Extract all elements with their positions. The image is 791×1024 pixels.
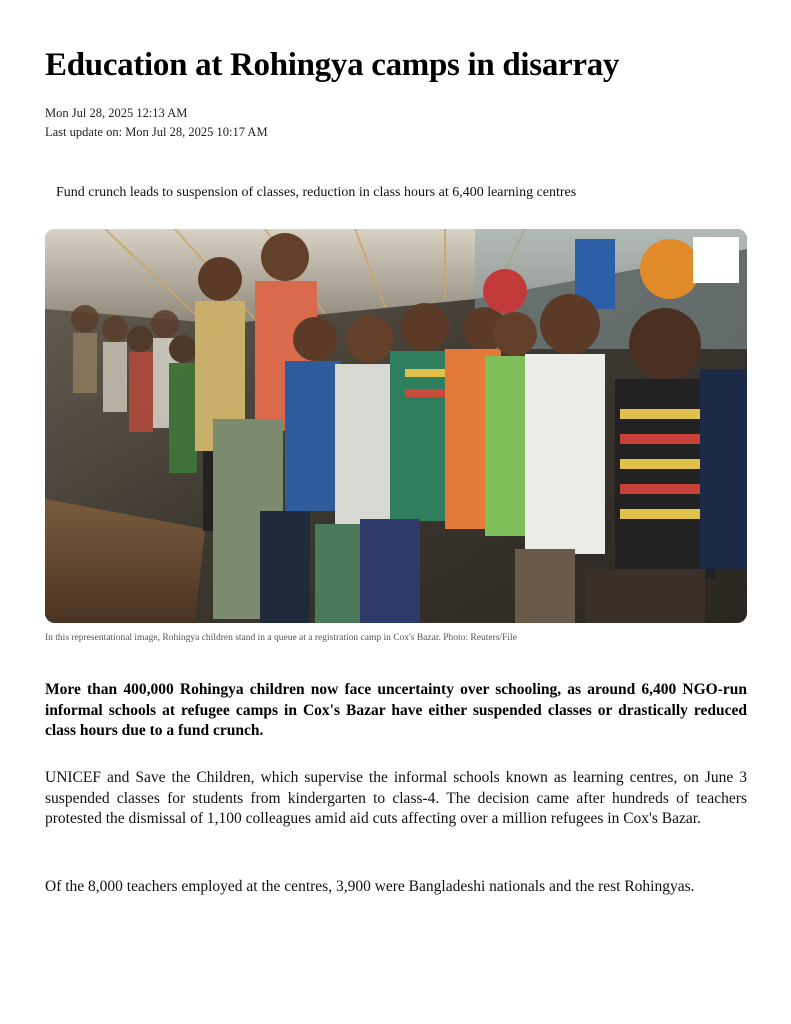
article-summary: Fund crunch leads to suspension of classes, reduction in class hours at 6,400 learning centres (56, 185, 577, 200)
updated-date: Last update on: Mon Jul 28, 2025 10:17 AM (45, 125, 268, 139)
article-photo (45, 229, 747, 623)
photo-image (45, 229, 747, 623)
article-meta (45, 104, 268, 142)
body-paragraph-1: UNICEF and Save the Children, which supervise the informal schools known as learning centres, on June 3 suspended classes for students from kindergarten to class-4. The decision came after hundreds of teachers protested the dismissal of 1,100 colleagues amid aid cuts affecting over a million refugees in Cox's Bazar. (45, 769, 747, 827)
headline: Education at Rohingya camps in disarray (45, 47, 620, 83)
lead-paragraph: More than 400,000 Rohingya children now face uncertainty over schooling, as around 6,400 NGO-run informal schools at refugee camps in Cox's Bazar have either suspended classes or drastically reduced class hours due to a fund crunch. (45, 681, 747, 739)
body-paragraph-2: Of the 8,000 teachers employed at the centres, 3,900 were Bangladeshi nationals and the rest Rohingyas. (45, 878, 695, 895)
photo-caption: In this representational image, Rohingya children stand in a queue at a registration camp in Cox's Bazar. Photo: Reuters/File (45, 633, 517, 643)
published-date: Mon Jul 28, 2025 12:13 AM (45, 106, 188, 120)
